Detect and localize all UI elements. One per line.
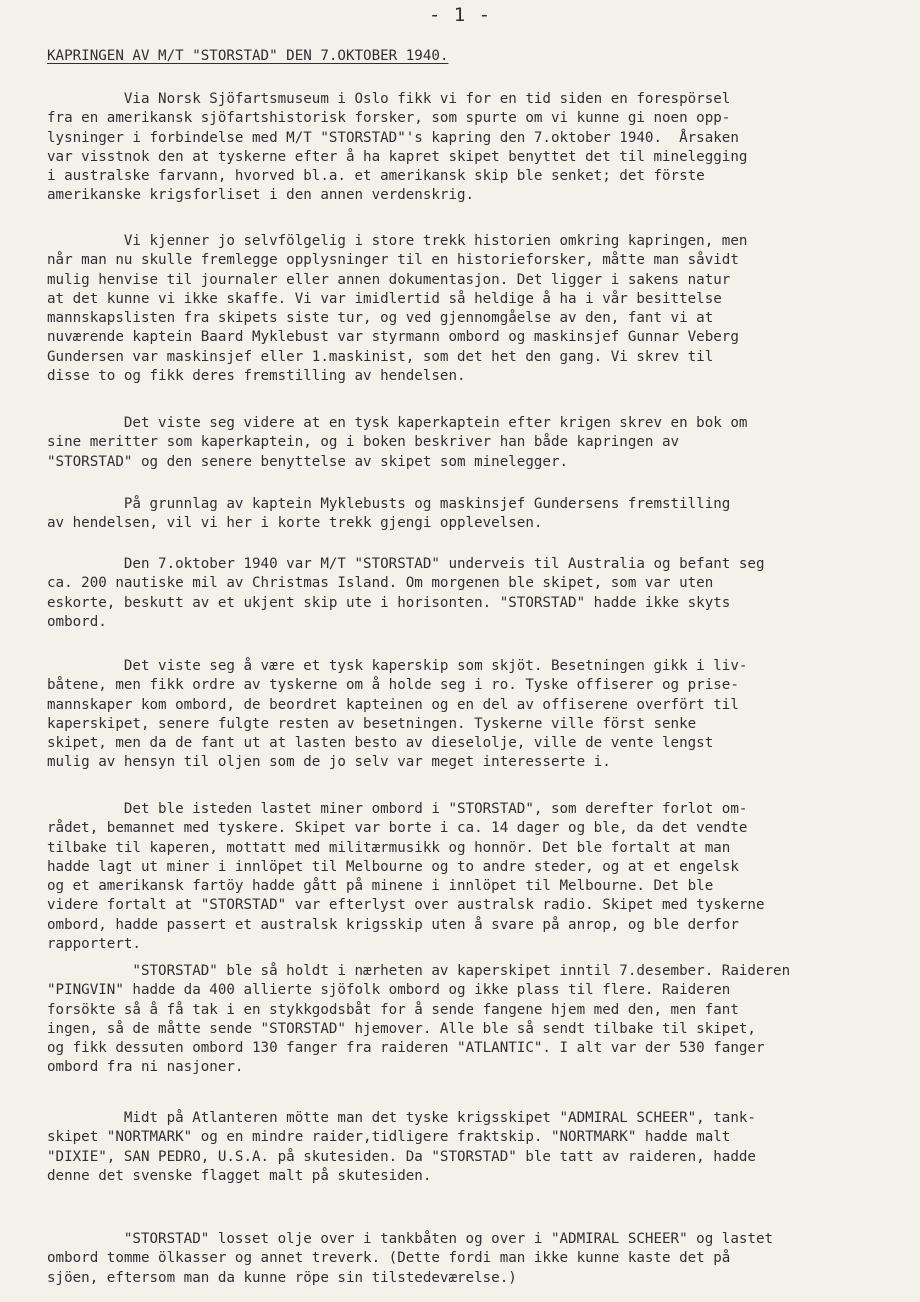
paragraph-8: "STORSTAD" ble så holdt i nærheten av kaperskipet inntil 7.desember. Raideren "PINGVIN" hadde da 400 allierte sjöfolk ombord og ikke plass til flere. Raideren forsökte så å få tak i en stykkgodsbåt for å sende fangene hjem med den, men fant ingen, så de måtte sende "STORSTAD" hjemover. Alle ble så sendt tilbake til skipet, og fikk dessuten ombord 130 fanger fra raideren "ATLANTIC". I alt var der 530 fanger ombord fra ni nasjoner. xyxy=(47,963,791,1076)
paragraph-7: Det ble isteden lastet miner ombord i "STORSTAD", som derefter forlot om- rådet, bemannet med tyskere. Skipet var borte i ca. 14 dager og ble, da det vendte tilbake til kaperen, mottatt med militærmusikk og honnör. Det ble fortalt at man hadde lagt ut miner i innlöpet til Melbourne og to andre steder, og at et engelsk og et amerikansk fartöy hadde gått på minene i innlöpet til Melbourne. Det ble videre fortalt at "STORSTAD" var efterlyst over australsk radio. Skipet med tyskerne ombord, hadde passert et australsk krigsskip uten å svare på anrop, og ble derfor rapportert. xyxy=(47,801,765,953)
paragraph-3: Det viste seg videre at en tysk kaperkaptein efter krigen skrev en bok om sine meritter som kaperkaptein, og i boken beskriver han både kapringen av "STORSTAD" og den senere benyttelse av skipet som minelegger. xyxy=(47,415,748,470)
paragraph-2: Vi kjenner jo selvfölgelig i store trekk historien omkring kapringen, men når man nu skulle fremlegge opplysninger til en historieforsker, måtte man såvidt mulig henvise til journaler eller annen dokumentasjon. Det ligger i sakens natur at det kunne vi ikke skaffe. Vi var imidlertid så heldige å ha i vår besittelse mannskapslisten fra skipets siste tur, og ved gjennomgåelse av den, fant vi at nuværende kaptein Baard Myklebust var styrmann ombord og maskinsjef Gunnar Veberg Gundersen var maskinsjef eller 1.maskinist, som det het den gang. Vi skrev til disse to og fikk deres fremstilling av hendelsen. xyxy=(47,233,748,385)
paragraph-4: På grunnlag av kaptein Myklebusts og maskinsjef Gundersens fremstilling av hendelsen, vil vi her i korte trekk gjengi opplevelsen. xyxy=(47,496,731,532)
paragraph-6: Det viste seg å være et tysk kaperskip som skjöt. Besetningen gikk i liv- båtene, men fikk ordre av tyskerne om å holde seg i ro. Tyske offiserer og prise- mannskaper kom ombord, de beordret kapteinen og en del av offiserene overfört til kaperskipet, senere fulgte resten av besetningen. Tyskerne ville först senke skipet, men da de fant ut at lasten besto av dieselolje, ville de vente lengst mulig av hensyn til oljen som de jo selv var meget interesserte i. xyxy=(47,658,748,771)
paragraph-5: Den 7.oktober 1940 var M/T "STORSTAD" underveis til Australia og befant seg ca. 200 nautiske mil av Christmas Island. Om morgenen ble skipet, som var uten eskorte, beskutt av et ukjent skip ute i horisonten. "STORSTAD" hadde ikke skyts ombord. xyxy=(47,556,765,630)
paragraph-9: Midt på Atlanteren mötte man det tyske krigsskipet "ADMIRAL SCHEER", tank- skipet "NORTMARK" og en mindre raider,tidligere fraktskip. "NORTMARK" hadde malt "DIXIE", SAN PEDRO, U.S.A. på skutesiden. Da "STORSTAD" ble tatt av raideren, hadde denne det svenske flagget malt på skutesiden. xyxy=(47,1110,756,1184)
document-title: KAPRINGEN AV M/T "STORSTAD" DEN 7.OKTOBER 1940. xyxy=(47,48,449,64)
paragraph-1: Via Norsk Sjöfartsmuseum i Oslo fikk vi for en tid siden en forespörsel fra en amerikansk sjöfartshistorisk forsker, som spurte om vi kunne gi noen opp- lysninger i forbindelse med M/T "STORSTAD"'s kapring den 7.oktober 1940. Årsaken var visstnok den at tyskerne efter å ha kapret skipet benyttet det til minelegging i australske farvann, hvorved bl.a. et amerikansk skip ble senket; det förste amerikanske krigsforliset i den annen verdenskrig. xyxy=(47,91,748,204)
paragraph-10: "STORSTAD" losset olje over i tankbåten og over i "ADMIRAL SCHEER" og lastet ombord tomme ölkasser og annet treverk. (Dette fordi man ikke kunne kaste det på sjöen, eftersom man da kunne röpe sin tilstedeværelse.) xyxy=(47,1231,774,1286)
page-number: - 1 - xyxy=(428,4,492,26)
